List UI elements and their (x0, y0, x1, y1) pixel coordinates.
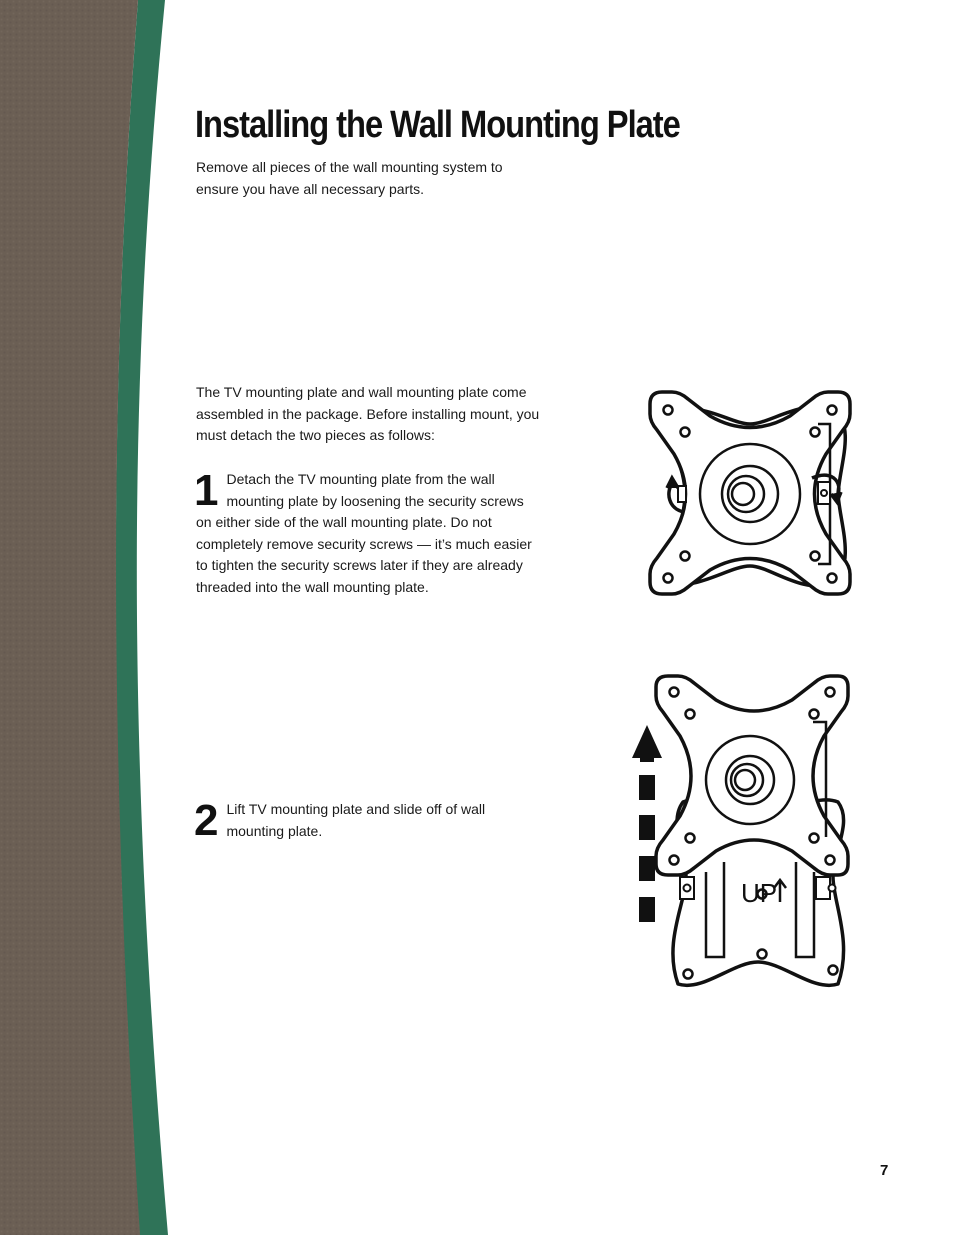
step-number: 2 (194, 796, 219, 845)
step-2 (194, 796, 541, 845)
step-text: Detach the TV mounting plate from the wall mounting plate by loosening the security screws on either side of the wall mounting plate. Do not completely remove security screws — it’s much easier to tighten the security screws later if they are already threaded into the wall mounting plate. (196, 471, 532, 595)
side-band (0, 0, 180, 1235)
figure-detach-plates (640, 384, 860, 604)
setup-paragraph: The TV mounting plate and wall mounting plate come assembled in the package. Before installing mount, you must detach the two pieces as follows: (196, 384, 540, 444)
up-label: UP (741, 878, 778, 908)
screw-left (680, 877, 694, 899)
page-number: 7 (880, 1162, 889, 1179)
screw-left (678, 486, 686, 502)
page-title: Installing the Wall Mounting Plate (195, 104, 680, 146)
screw-right (818, 482, 830, 504)
up-arrow-icon (632, 725, 662, 922)
step-1 (194, 466, 541, 599)
step-text: Lift TV mounting plate and slide off of wall mounting plate. (226, 801, 486, 839)
figure-lift-plate (628, 672, 868, 997)
intro-paragraph: Remove all pieces of the wall mounting system to ensure you have all necessary parts. (196, 159, 503, 197)
step-number: 1 (194, 466, 219, 515)
